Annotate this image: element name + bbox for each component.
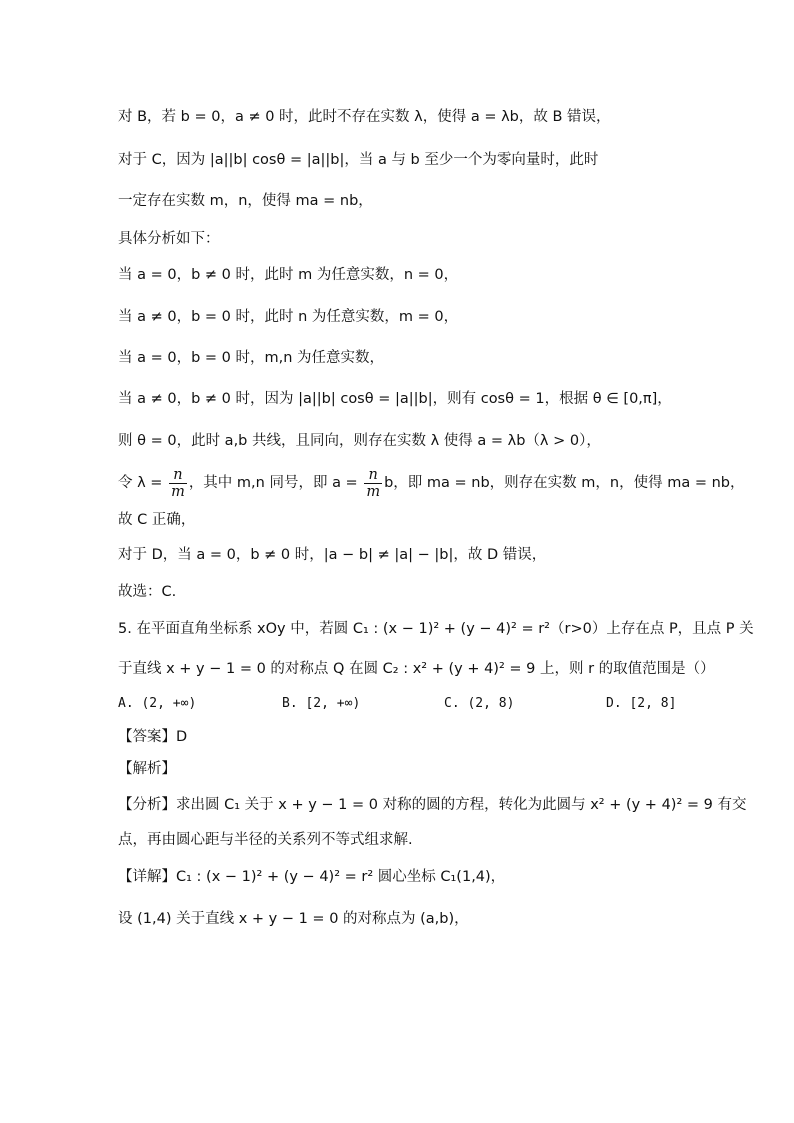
- question-stem: 5. 在平面直角坐标系 xOy 中，若圆 C₁ : (x − 1)² + (y − 4)² = r²（r>0）上存在点 P，且点 P 关: [118, 621, 754, 637]
- analysis-text: 点，再由圆心距与半径的关系列不等式组求解.: [118, 832, 413, 848]
- question-stem: 于直线 x + y − 1 = 0 的对称点 Q 在圆 C₂ : x² + (y + 4)² = 9 上，则 r 的取值范围是（）: [118, 661, 715, 677]
- text-line: 故 C 正确，: [118, 512, 196, 528]
- detail-text: 设 (1,4) 关于直线 x + y − 1 = 0 的对称点为 (a,b)，: [118, 911, 469, 927]
- option-d: D. [2, 8]: [606, 696, 677, 711]
- text-line: 当 a = 0，b ≠ 0 时，此时 m 为任意实数，n = 0，: [118, 267, 459, 283]
- text-line: 对 B，若 b = 0，a ≠ 0 时，此时不存在实数 λ，使得 a = λb，故 B 错误，: [118, 109, 611, 125]
- text-line-with-fraction: [118, 466, 744, 500]
- text-line: 具体分析如下：: [118, 231, 220, 247]
- fraction: [169, 467, 187, 500]
- text-line: 当 a = 0，b = 0 时，m,n 为任意实数，: [118, 350, 385, 366]
- text-line: 对于 C，因为 |a||b| cosθ = |a||b|，当 a 与 b 至少一个为零向量时，此时: [118, 152, 599, 168]
- text-line: 故选：C.: [118, 584, 177, 600]
- text-segment: b，即 ma = nb，则存在实数 m，n，使得 ma = nb，: [384, 475, 745, 491]
- fraction: [364, 467, 382, 500]
- text-line: 当 a ≠ 0，b = 0 时，此时 n 为任意实数，m = 0，: [118, 309, 459, 325]
- text-segment: ，其中 m,n 同号，即 a =: [188, 475, 363, 491]
- text-segment: 令 λ =: [118, 475, 168, 491]
- option-a: A. (2, +∞): [118, 696, 197, 711]
- detail-text: 【详解】C₁ : (x − 1)² + (y − 4)² = r² 圆心坐标 C₁(1,4)，: [118, 869, 506, 885]
- text-line: 当 a ≠ 0，b ≠ 0 时，因为 |a||b| cosθ = |a||b|，则有 cosθ = 1，根据 θ ∈ [0,π]，: [118, 391, 672, 407]
- analysis-text: 【分析】求出圆 C₁ 关于 x + y − 1 = 0 对称的圆的方程，转化为此圆与 x² + (y + 4)² = 9 有交: [118, 797, 747, 813]
- text-line: 对于 D，当 a = 0，b ≠ 0 时，|a − b| ≠ |a| − |b|，故 D 错误，: [118, 547, 547, 563]
- option-b: B. [2, +∞): [282, 696, 361, 711]
- fraction-denominator: m: [366, 483, 381, 500]
- fraction-numerator: n: [169, 467, 187, 484]
- fraction-denominator: m: [171, 483, 185, 500]
- answer-line: 【答案】D: [118, 729, 188, 745]
- option-c: C. (2, 8): [444, 696, 515, 711]
- analysis-heading: 【解析】: [118, 761, 176, 777]
- fraction-numerator: n: [364, 467, 382, 484]
- text-line: 一定存在实数 m，n，使得 ma = nb，: [118, 193, 373, 209]
- text-line: 则 θ = 0，此时 a,b 共线，且同向，则存在实数 λ 使得 a = λb（λ > 0），: [118, 433, 601, 449]
